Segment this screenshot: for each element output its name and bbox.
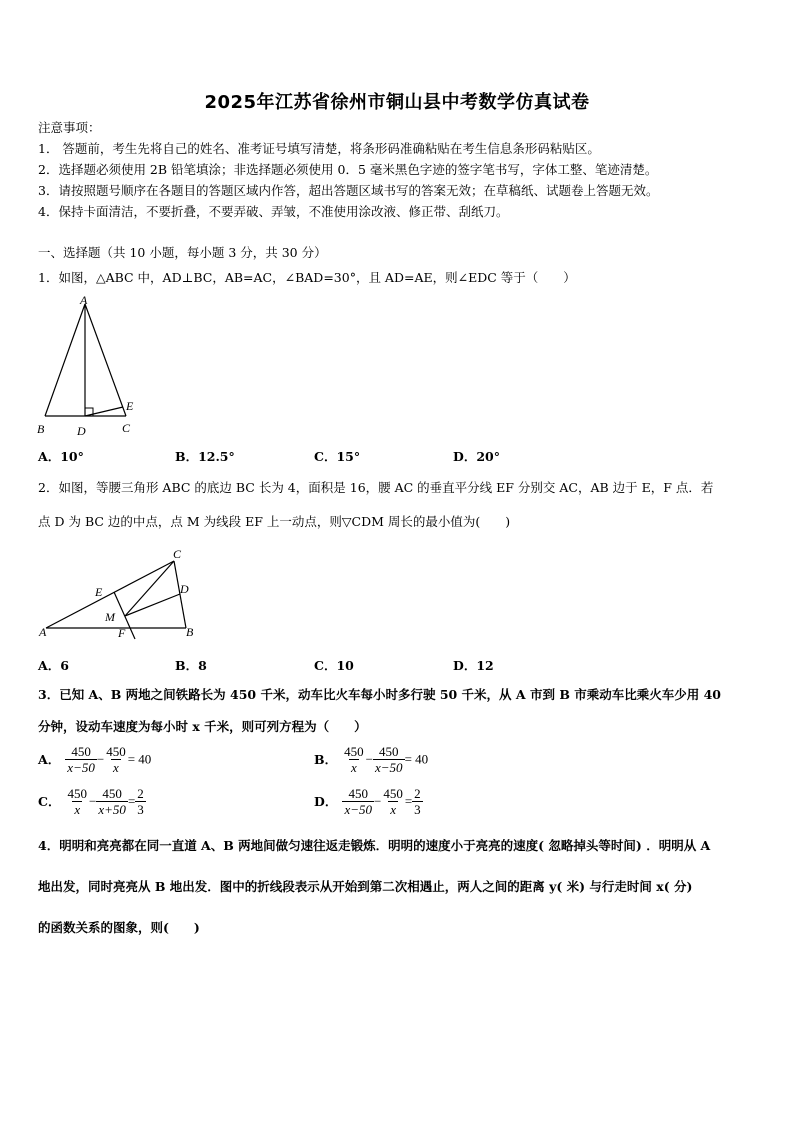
q3-option-d-frac1 (342, 786, 374, 817)
question-4-text-line2: 地出发，同时亮亮从 B 地出发．图中的折线段表示从开始到第二次相遇止，两人之间的距离 y( 米) 与行走时间 x( 分) (38, 879, 693, 894)
q1-label-e: E (126, 399, 134, 413)
fraction-denominator: x−50 (67, 760, 95, 775)
q3-option-d-rhs-frac (412, 786, 423, 817)
fraction-denominator: x−50 (344, 802, 372, 817)
fraction-numerator: 2 (414, 786, 421, 801)
q1-option-b: B．12.5° (175, 449, 235, 464)
q3-option-c-frac2 (96, 786, 128, 817)
q1-label-d: D (77, 424, 86, 438)
fraction-denominator: x (351, 760, 357, 775)
fraction-numerator: 450 (379, 744, 399, 759)
q2-option-c: C．10 (314, 658, 354, 673)
fraction-denominator: 3 (137, 802, 144, 817)
question-2-text-line1: 2．如图，等腰三角形 ABC 的底边 BC 长为 4，面积是 16，腰 AC 的垂直平分线 EF 分别交 AC，AB 边于 E，F 点．若 (38, 480, 714, 495)
fraction-numerator: 450 (106, 744, 126, 759)
q2-label-a: A (39, 625, 47, 639)
minus-sign: − (373, 793, 382, 809)
q3-option-b-frac1 (342, 744, 366, 775)
q3-option-a-letter: A． (38, 752, 61, 767)
q3-option-a-frac2 (104, 744, 128, 775)
q2-option-d: D．12 (453, 658, 494, 673)
q2-option-b: B．8 (175, 658, 207, 673)
equation-rhs: = 40 (404, 751, 429, 767)
fraction-numerator: 450 (344, 744, 364, 759)
q3-option-d-letter: D． (314, 794, 338, 809)
minus-sign: − (365, 751, 374, 767)
fraction-denominator: x−50 (375, 760, 403, 775)
fraction-numerator: 450 (383, 786, 403, 801)
q3-option-b-frac2 (373, 744, 405, 775)
q1-label-a: A (80, 294, 88, 307)
q3-option-c-frac1 (66, 786, 90, 817)
q1-label-b: B (37, 422, 45, 436)
q2-label-c: C (173, 547, 182, 561)
notice-item-4: 4．保持卡面清洁，不要折叠，不要弄破、弄皱，不准使用涂改液、修正带、刮纸刀。 (38, 204, 509, 219)
q2-label-b: B (186, 625, 194, 639)
question-1-text: 1．如图，△ABC 中，AD⊥BC，AB=AC，∠BAD=30°，且 AD=AE，则∠EDC 等于（ ） (38, 270, 576, 285)
q2-option-a: A．6 (38, 658, 69, 673)
question-4-text-line3: 的函数关系的图象，则( ) (38, 920, 200, 935)
question-4-text-line1: 4．明明和亮亮都在同一直道 A、B 两地间做匀速往返走锻炼．明明的速度小于亮亮的速度( 忽略掉头等时间) ．明明从 A (38, 838, 711, 853)
q1-option-a: A．10° (38, 449, 84, 464)
section-heading: 一、选择题（共 10 小题，每小题 3 分，共 30 分） (38, 245, 327, 260)
q3-option-a-frac1 (65, 744, 97, 775)
exam-title: 2025年江苏省徐州市铜山县中考数学仿真试卷 (204, 92, 590, 113)
minus-sign: − (89, 793, 97, 809)
q1-option-c: C．15° (314, 449, 361, 464)
q3-option-c (38, 786, 146, 817)
fraction-denominator: x (113, 760, 119, 775)
q3-option-c-rhs-frac (135, 786, 146, 817)
notice-item-1: 1． 答题前，考生先将自己的姓名、准考证号填写清楚，将条形码准确粘贴在考生信息条形码粘贴区。 (38, 141, 600, 156)
q2-label-e: E (95, 585, 103, 599)
question-3-text-line1: 3．已知 A、B 两地之间铁路长为 450 千米，动车比火车每小时多行驶 50 千米，从 A 市到 B 市乘动车比乘火车少用 40 (38, 687, 721, 702)
fraction-denominator: x (390, 802, 396, 817)
question-3-text-line2: 分钟，设动车速度为每小时 x 千米，则可列方程为（ ） (38, 719, 367, 734)
equals-sign: = (127, 793, 136, 809)
q3-option-c-letter: C． (38, 794, 61, 809)
q3-option-b (314, 744, 428, 775)
q2-label-m: M (105, 610, 115, 624)
q2-label-f: F (118, 626, 126, 640)
fraction-numerator: 450 (67, 786, 88, 801)
equation-rhs: = 40 (127, 751, 152, 767)
fraction-numerator: 450 (348, 786, 368, 801)
fraction-denominator: x+50 (98, 802, 126, 817)
q3-option-b-letter: B． (314, 752, 338, 767)
notice-heading: 注意事项： (38, 120, 101, 135)
q3-option-a (38, 744, 151, 775)
equals-sign: = (404, 793, 413, 809)
notice-item-2: 2．选择题必须使用 2B 铅笔填涂；非选择题必须使用 0．5 毫米黑色字迹的签字笔书写，字体工整、笔迹清楚。 (38, 162, 658, 177)
q3-option-d (314, 786, 423, 817)
q2-label-d: D (180, 582, 189, 596)
minus-sign: − (96, 751, 105, 767)
fraction-numerator: 450 (71, 744, 91, 759)
fraction-denominator: x (74, 802, 81, 817)
q1-label-c: C (122, 421, 131, 435)
fraction-numerator: 450 (102, 786, 122, 801)
question-1-figure (34, 294, 138, 438)
fraction-denominator: 3 (414, 802, 421, 817)
notice-item-3: 3．请按照题号顺序在各题目的答题区域内作答，超出答题区域书写的答案无效；在草稿纸、试题卷上答题无效。 (38, 183, 659, 198)
question-2-text-line2: 点 D 为 BC 边的中点，点 M 为线段 EF 上一动点，则▽CDM 周长的最小值为( ) (38, 514, 511, 529)
q3-option-d-frac2 (381, 786, 405, 817)
question-2-figure (34, 544, 204, 646)
q1-option-d: D．20° (453, 449, 500, 464)
fraction-numerator: 2 (137, 786, 144, 801)
